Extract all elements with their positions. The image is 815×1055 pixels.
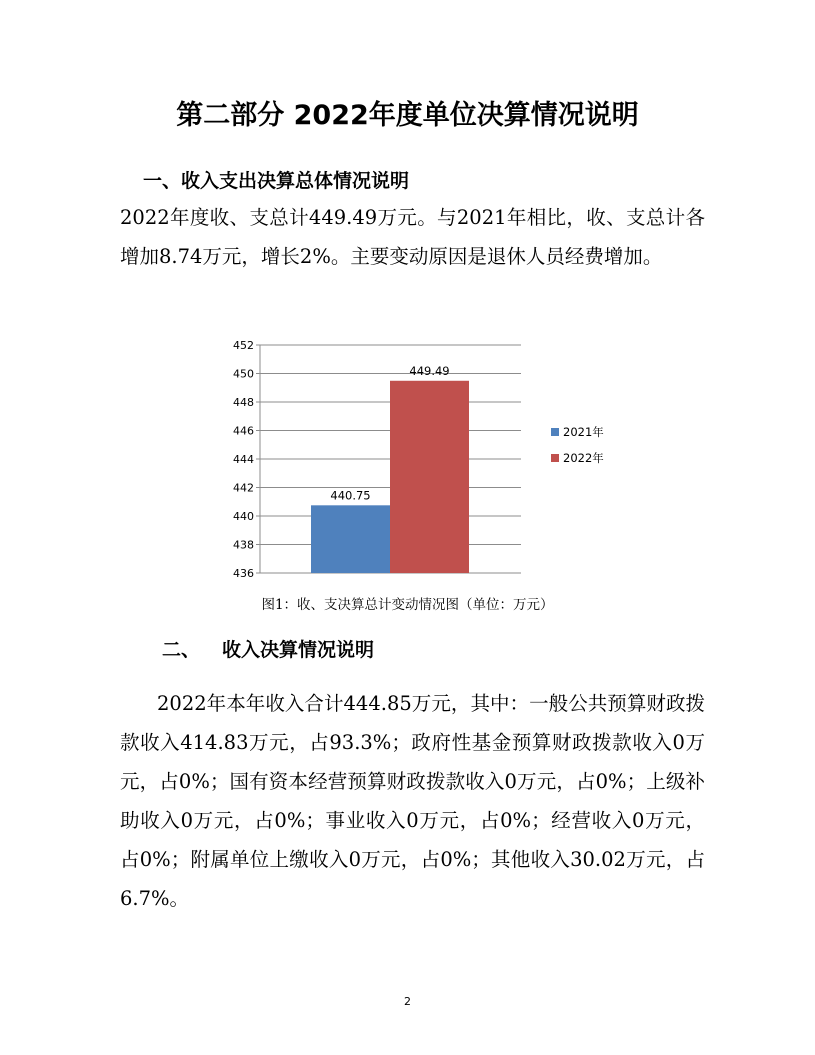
section-1-heading: 一、收入支出决算总体情况说明: [143, 170, 410, 192]
section-2-paragraph: 2022年本年收入合计444.85万元，其中：一般公共预算财政拨款收入414.83万元，占93.3%；政府性基金预算财政拨款收入0万元，占0%；国有资本经营预算财政拨款收入0万元，占0%；上级补助收入0万元，占0%；事业收入0万元，占0%；经营收入0万元，占0%；附属单位上缴收入0万元，占0%；其他收入30.02万元，占6.7%。: [120, 692, 705, 910]
section-2-heading: [162, 637, 374, 663]
bar-2022年: [390, 381, 469, 573]
y-tick-label: 452: [233, 339, 254, 352]
y-tick-label: 448: [233, 396, 254, 409]
page-number: 2: [404, 995, 411, 1008]
y-tick-label: 440: [233, 510, 254, 523]
chart-caption: 图1：收、支决算总计变动情况图（单位：万元）: [261, 597, 554, 613]
y-tick-label: 442: [233, 481, 254, 495]
page-title: 第二部分 2022年度单位决算情况说明: [176, 100, 639, 131]
legend-swatch: [551, 454, 559, 462]
legend-label: 2021年: [563, 425, 604, 439]
y-tick-label: 450: [233, 367, 254, 381]
y-tick-label: 436: [233, 567, 254, 580]
bar-2021年: [311, 505, 390, 573]
revenue-expenditure-chart: [203, 330, 623, 586]
section-2-title: 收入决算情况说明: [222, 639, 375, 661]
y-tick-label: 446: [233, 424, 254, 438]
legend-label: 2022年: [563, 451, 604, 465]
bar-data-label: 440.75: [330, 488, 371, 503]
bar-data-label: 449.49: [409, 363, 450, 378]
legend-swatch: [551, 428, 559, 436]
y-tick-label: 444: [233, 453, 254, 466]
section-2-number: 二、: [162, 639, 201, 661]
section-1-paragraph: 2022年度收、支总计449.49万元。与2021年相比，收、支总计各增加8.74万元，增长2%。主要变动原因是退休人员经费增加。: [120, 206, 705, 268]
y-tick-label: 438: [233, 538, 254, 552]
chart-svg: [203, 330, 623, 586]
